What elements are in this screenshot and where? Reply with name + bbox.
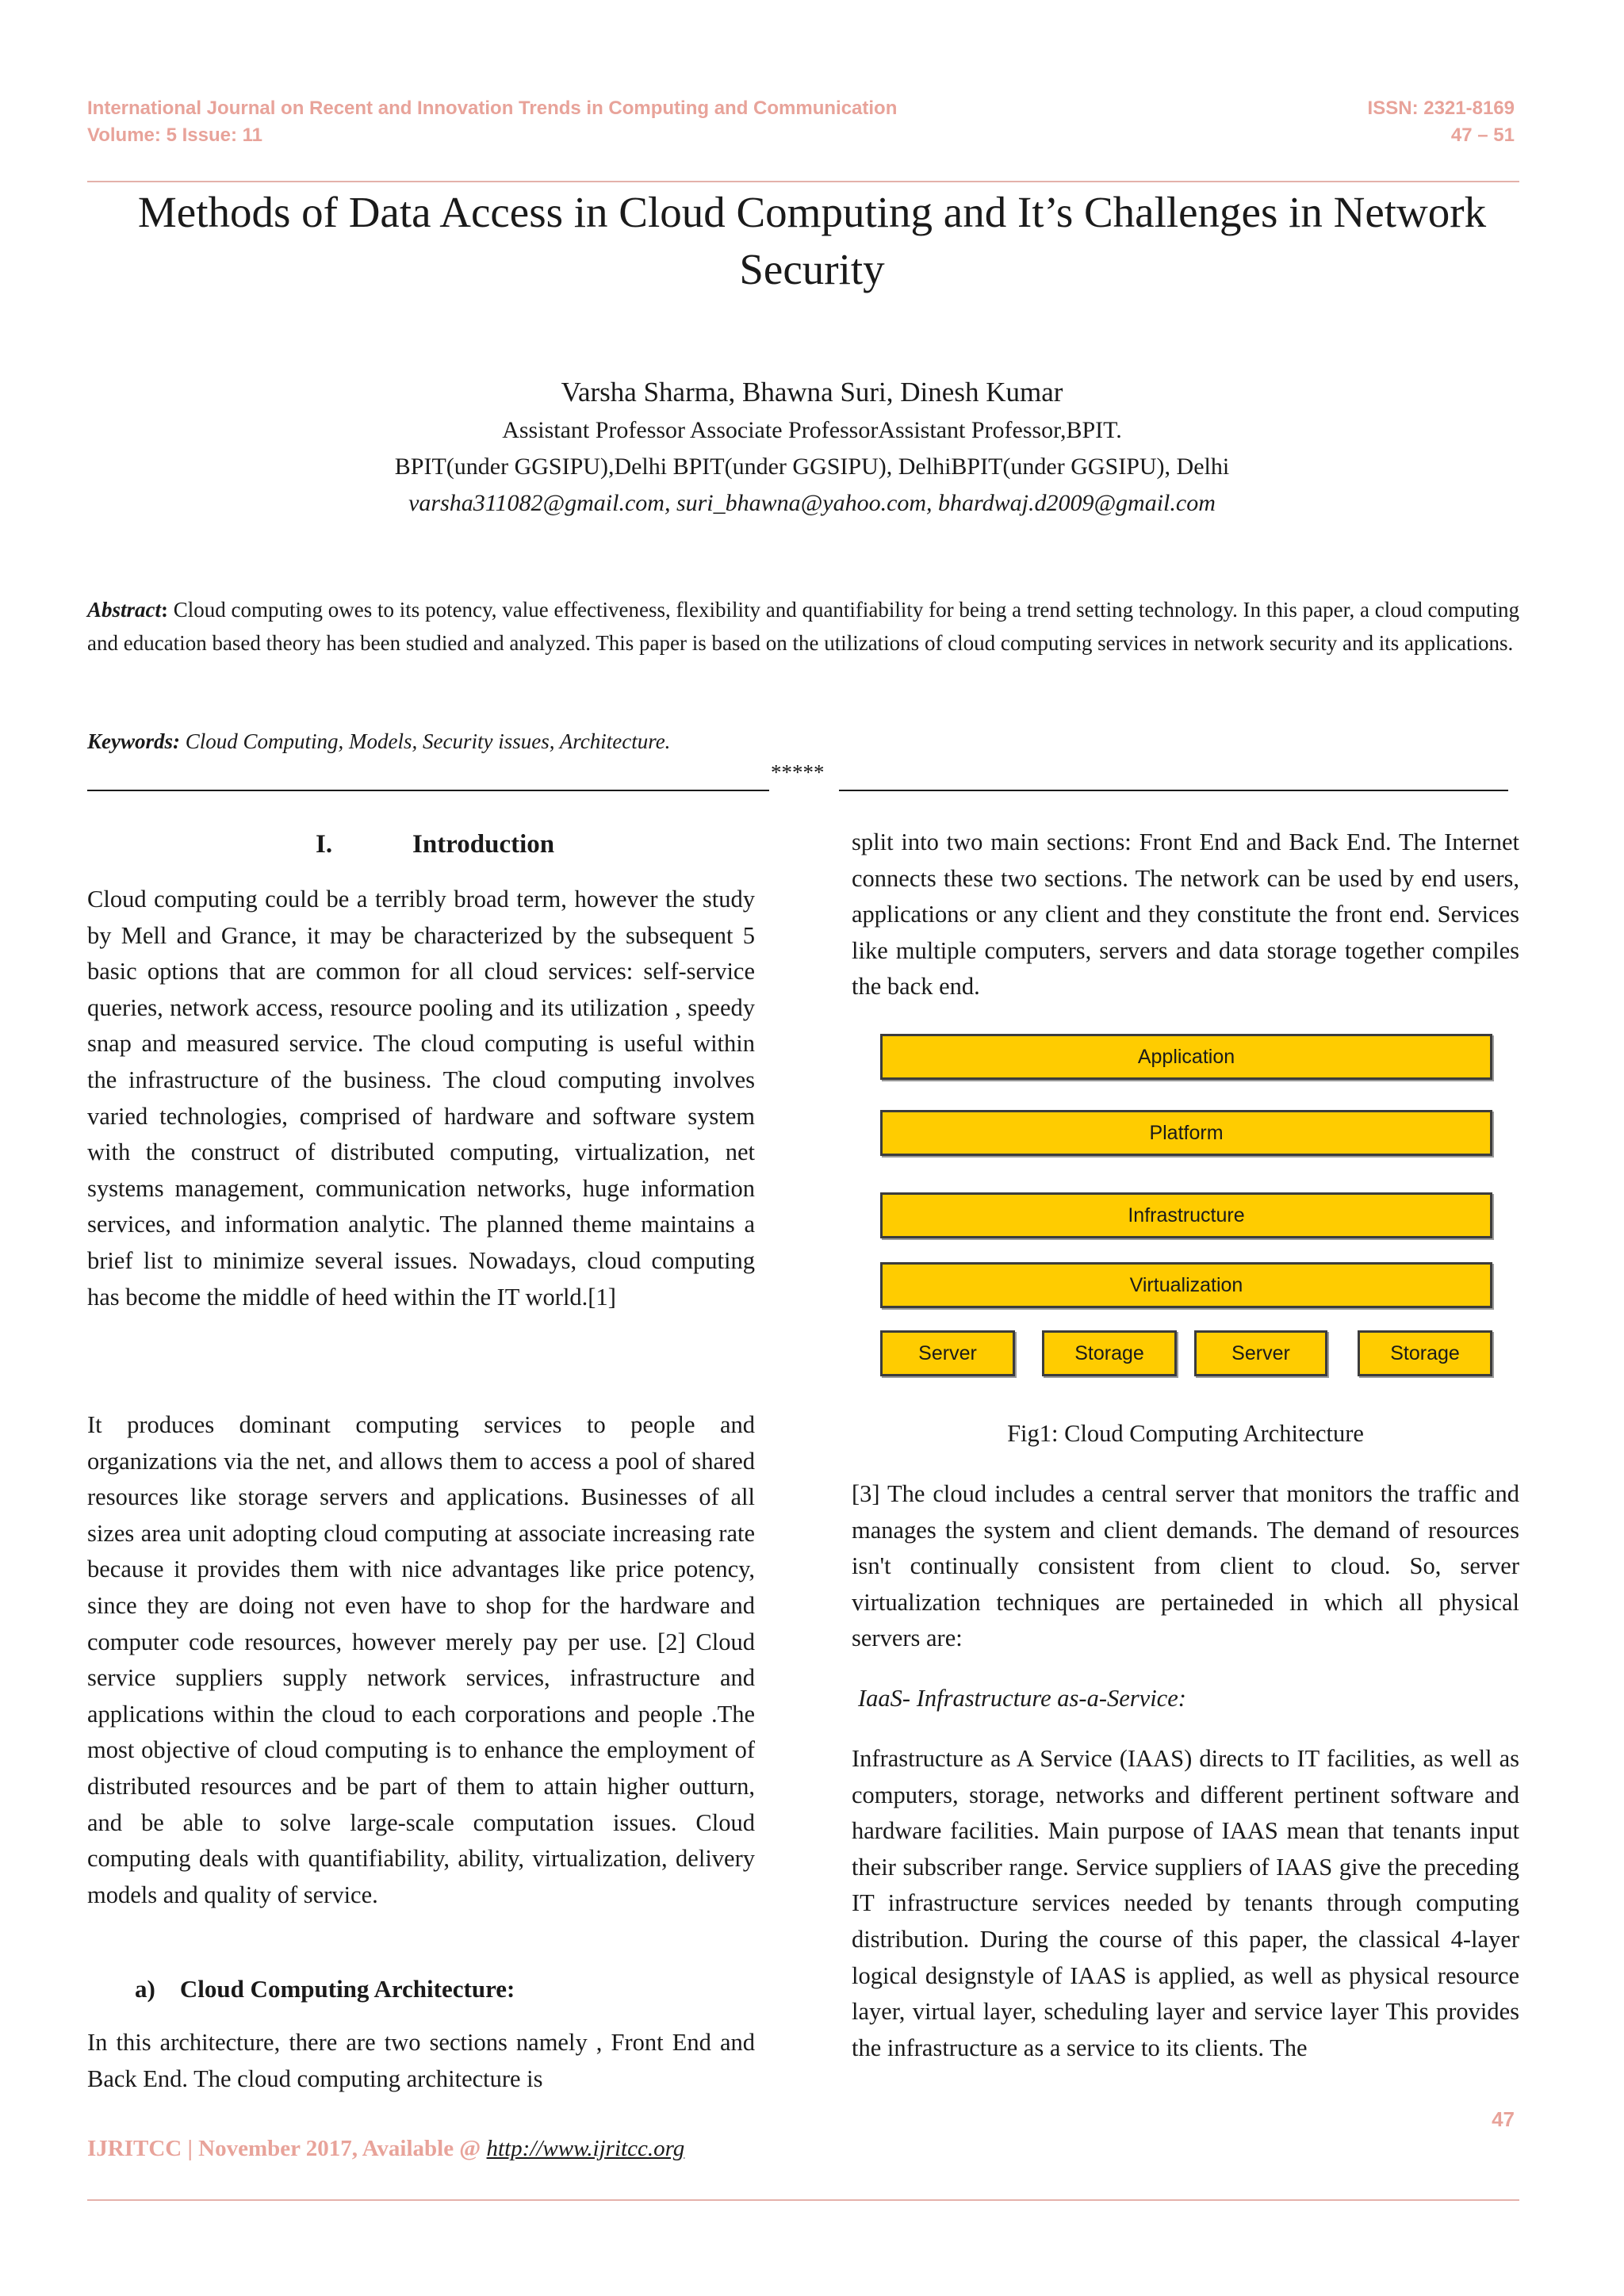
intro-paragraph-2 (87, 1407, 755, 1913)
right-text-2: [3] The cloud includes a central server that monitors the traffic and manages the system and client demands. The demand of resources isn't continually consistent from client to cloud. So, server virtualization techniques are pertaineded in which all physical servers are: (852, 1480, 1519, 1652)
abstract-label: Abstract (87, 598, 162, 622)
affiliation-orgs: BPIT(under GGSIPU),Delhi BPIT(under GGSIPU), DelhiBPIT(under GGSIPU), Delhi (394, 453, 1230, 480)
architecture-paragraph (87, 2025, 755, 2097)
intro-text-2: It produces dominant computing services to people and organizations via the net, and allows them to access a pool of shared resources like storage servers and applications. Businesses of all sizes area unit adopting cloud computing at associate increasing rate because it provides them with nice advantages like price potency, since they are doing not even have to shop for the hardware and computer code resources, however merely pay per use. [2] Cloud service suppliers supply network services, infrastructure and applications within the cloud to each corporations and people .The most objective of cloud computing is to enhance the employment of distributed resources and be part of them to attain higher outturn, and be able to solve large-scale computation issues. Cloud computing deals with quantifiability, ability, virtualization, delivery models and quality of service. (87, 1411, 755, 1908)
paper-title: Methods of Data Access in Cloud Computing and It’s Challenges in Network Security (137, 188, 1487, 293)
abstract: Abstract: Cloud computing owes to its potency, value effectiveness, flexibility and quantifiability for being a trend setting technology. In this paper, a cloud computing and education based theory has been studied and analyzed. This paper is based on the utilizations of cloud computing services in network security and its applications. (87, 598, 1519, 655)
page-number: 47 (1492, 2107, 1515, 2131)
iaas-heading: IaaS- Infrastructure as-a-Service: (858, 1685, 1186, 1712)
box-storage-2: Storage (1358, 1330, 1492, 1376)
keywords-label: Keywords: (87, 729, 180, 753)
layer-virtualization: Virtualization (880, 1262, 1492, 1308)
keywords-text: Cloud Computing, Models, Security issues, Architecture. (185, 729, 671, 753)
affiliation-roles: Assistant Professor Associate ProfessorAssistant Professor,BPIT. (502, 417, 1122, 443)
layer-application: Application (880, 1034, 1492, 1080)
right-paragraph-1 (852, 825, 1519, 1005)
footer-text: IJRITCC | November 2017, Available @ (87, 2136, 487, 2161)
header-rule (87, 181, 1519, 182)
separator-rule-left (87, 790, 769, 791)
author-emails: varsha311082@gmail.com, suri_bhawna@yahoo.com, bhardwaj.d2009@gmail.com (408, 490, 1216, 516)
right-text-1: split into two main sections: Front End and Back End. The Internet connects these two sections. The network can be used by end users, applications or any client and they constitute the front end. Services like multiple computers, servers and data storage together compiles the back end. (852, 828, 1519, 1001)
layer-platform: Platform (880, 1110, 1492, 1156)
page-range: 47 – 51 (1450, 124, 1515, 146)
intro-text-1: Cloud computing could be a terribly broad term, however the study by Mell and Grance, it may be characterized by the subsequent 5 basic options that are common for all cloud services: self-service queries, network access, resource pooling and its utilization , speedy snap and measured service. The cloud computing is useful within the infrastructure of the business. The cloud computing involves varied technologies, comprised of hardware and software system with the construct of distributed computing, virtualization, net systems management, communication networks, huge information services, and information analytic. The planned theme maintains a brief list to minimize several issues. Nowadays, cloud computing has become the middle of heed within the IT world.[1] (87, 886, 755, 1311)
intro-paragraph-1 (87, 882, 755, 1315)
right-paragraph-3 (852, 1741, 1519, 2066)
box-storage-1: Storage (1042, 1330, 1177, 1376)
box-server-1: Server (880, 1330, 1015, 1376)
journal-name: International Journal on Recent and Innovation Trends in Computing and Communication (87, 98, 898, 119)
footer-rule (87, 2199, 1519, 2201)
layer-infrastructure: Infrastructure (880, 1192, 1492, 1238)
journal-issn: ISSN: 2321-8169 (1367, 98, 1515, 119)
footer (87, 2136, 684, 2162)
abstract-text: Cloud computing owes to its potency, value effectiveness, flexibility and quantifiability for being a trend setting technology. In this paper, a cloud computing and education based theory has been studied and analyzed. This paper is based on the utilizations of cloud computing services in network security and its applications. (87, 598, 1519, 655)
subsection-heading: a) Cloud Computing Architecture: (135, 1975, 515, 2003)
figure-caption: Fig1: Cloud Computing Architecture (1007, 1420, 1364, 1447)
keywords (87, 725, 670, 758)
authors: Varsha Sharma, Bhawna Suri, Dinesh Kumar (561, 377, 1063, 408)
journal-volume: Volume: 5 Issue: 11 (87, 124, 262, 146)
section-title: Introduction (412, 830, 555, 859)
separator-stars: ***** (771, 760, 825, 784)
right-paragraph-2 (852, 1476, 1519, 1657)
section-number: I. (316, 830, 333, 859)
box-server-2: Server (1194, 1330, 1327, 1376)
separator-rule-right (839, 790, 1508, 791)
right-text-3: Infrastructure as A Service (IAAS) directs to IT facilities, as well as computers, storage, networks and different pertinent software and hardware facilities. Main purpose of IAAS mean that tenants input their subscriber range. Service suppliers of IAAS give the preceding IT infrastructure services needed by tenants through computing distribution. During the course of this paper, the classical 4-layer logical designstyle of IAAS is applied, as well as physical resource layer, virtual layer, scheduling layer and service layer This provides the infrastructure as a service to its clients. The (852, 1745, 1519, 2061)
footer-link[interactable]: http://www.ijritcc.org (486, 2136, 685, 2161)
architecture-text: In this architecture, there are two sections namely , Front End and Back End. The cloud computing architecture is (87, 2029, 755, 2092)
